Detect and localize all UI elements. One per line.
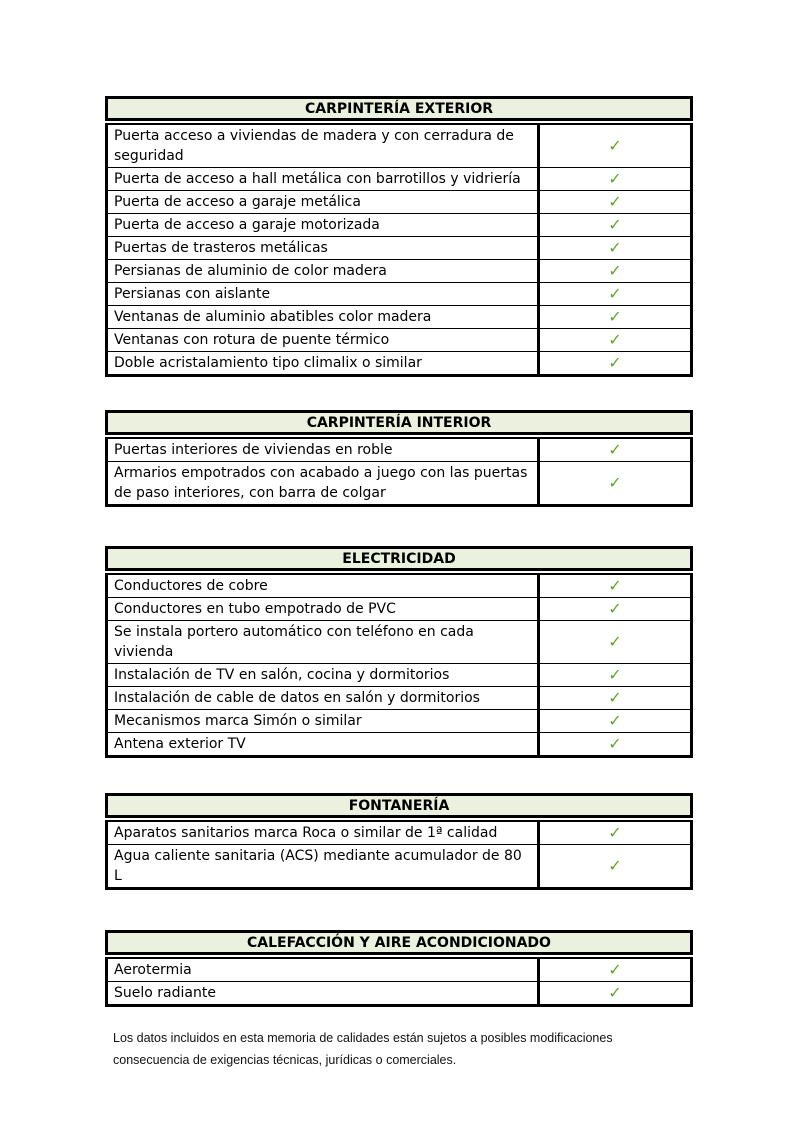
table-row — [107, 124, 692, 168]
table-row — [107, 710, 692, 733]
table-row — [107, 191, 692, 214]
table-row — [107, 621, 692, 664]
item-description: Puertas de trasteros metálicas — [107, 237, 539, 260]
checkmark-icon: ✓ — [539, 821, 692, 845]
item-description: Persianas con aislante — [107, 283, 539, 306]
checkmark-icon: ✓ — [539, 168, 692, 191]
table-row — [107, 982, 692, 1006]
item-description: Conductores en tubo empotrado de PVC — [107, 598, 539, 621]
section-fontaneria — [105, 793, 693, 890]
checkmark-icon: ✓ — [539, 329, 692, 352]
item-description: Doble acristalamiento tipo climalix o similar — [107, 352, 539, 376]
table-row — [107, 438, 692, 462]
item-description: Ventanas de aluminio abatibles color madera — [107, 306, 539, 329]
item-description: Aparatos sanitarios marca Roca o similar de 1ª calidad — [107, 821, 539, 845]
table-row — [107, 283, 692, 306]
table-row — [107, 260, 692, 283]
section-title: CARPINTERÍA INTERIOR — [105, 410, 693, 435]
section-title: CALEFACCIÓN Y AIRE ACONDICIONADO — [105, 930, 693, 955]
checkmark-icon: ✓ — [539, 845, 692, 889]
checkmark-icon: ✓ — [539, 124, 692, 168]
disclaimer-footnote: Los datos incluidos en esta memoria de calidades están sujetos a posibles modificaciones consecuencia de exigencias técnicas, jurídicas o comerciales. — [113, 1031, 613, 1067]
checkmark-icon: ✓ — [539, 237, 692, 260]
checkmark-icon: ✓ — [539, 191, 692, 214]
section-carpinteria-interior — [105, 410, 693, 507]
checkmark-icon: ✓ — [539, 958, 692, 982]
checkmark-icon: ✓ — [539, 710, 692, 733]
section-electricidad — [105, 546, 693, 758]
item-description: Puerta de acceso a garaje motorizada — [107, 214, 539, 237]
table-row — [107, 958, 692, 982]
checkmark-icon: ✓ — [539, 462, 692, 506]
table-row — [107, 214, 692, 237]
checkmark-icon: ✓ — [539, 574, 692, 598]
checkmark-icon: ✓ — [539, 621, 692, 664]
checkmark-icon: ✓ — [539, 283, 692, 306]
item-description: Puerta acceso a viviendas de madera y con cerradura de seguridad — [107, 124, 539, 168]
item-description: Mecanismos marca Simón o similar — [107, 710, 539, 733]
section-title: FONTANERÍA — [105, 793, 693, 818]
spec-table — [105, 820, 693, 890]
checkmark-icon: ✓ — [539, 664, 692, 687]
checkmark-icon: ✓ — [539, 982, 692, 1006]
item-description: Ventanas con rotura de puente térmico — [107, 329, 539, 352]
checkmark-icon: ✓ — [539, 214, 692, 237]
item-description: Persianas de aluminio de color madera — [107, 260, 539, 283]
item-description: Agua caliente sanitaria (ACS) mediante acumulador de 80 L — [107, 845, 539, 889]
spec-table — [105, 957, 693, 1007]
section-calefaccion — [105, 930, 693, 1007]
table-row — [107, 845, 692, 889]
item-description: Instalación de cable de datos en salón y dormitorios — [107, 687, 539, 710]
item-description: Instalación de TV en salón, cocina y dormitorios — [107, 664, 539, 687]
spec-table — [105, 437, 693, 507]
item-description: Aerotermia — [107, 958, 539, 982]
section-title: CARPINTERÍA EXTERIOR — [105, 96, 693, 121]
checkmark-icon: ✓ — [539, 306, 692, 329]
checkmark-icon: ✓ — [539, 598, 692, 621]
table-row — [107, 733, 692, 757]
checkmark-icon: ✓ — [539, 352, 692, 376]
item-description: Armarios empotrados con acabado a juego con las puertas de paso interiores, con barra de colgar — [107, 462, 539, 506]
table-row — [107, 237, 692, 260]
item-description: Suelo radiante — [107, 982, 539, 1006]
checkmark-icon: ✓ — [539, 260, 692, 283]
spec-table — [105, 123, 693, 377]
item-description: Conductores de cobre — [107, 574, 539, 598]
table-row — [107, 664, 692, 687]
table-row — [107, 306, 692, 329]
table-row — [107, 168, 692, 191]
checkmark-icon: ✓ — [539, 733, 692, 757]
table-row — [107, 821, 692, 845]
table-row — [107, 329, 692, 352]
table-row — [107, 574, 692, 598]
spec-table — [105, 573, 693, 758]
table-row — [107, 687, 692, 710]
item-description: Puerta de acceso a hall metálica con barrotillos y vidriería — [107, 168, 539, 191]
table-row — [107, 462, 692, 506]
item-description: Puertas interiores de viviendas en roble — [107, 438, 539, 462]
checkmark-icon: ✓ — [539, 438, 692, 462]
checkmark-icon: ✓ — [539, 687, 692, 710]
item-description: Se instala portero automático con teléfono en cada vivienda — [107, 621, 539, 664]
section-title: ELECTRICIDAD — [105, 546, 693, 571]
table-row — [107, 598, 692, 621]
table-row — [107, 352, 692, 376]
item-description: Puerta de acceso a garaje metálica — [107, 191, 539, 214]
item-description: Antena exterior TV — [107, 733, 539, 757]
section-carpinteria-exterior — [105, 96, 693, 377]
